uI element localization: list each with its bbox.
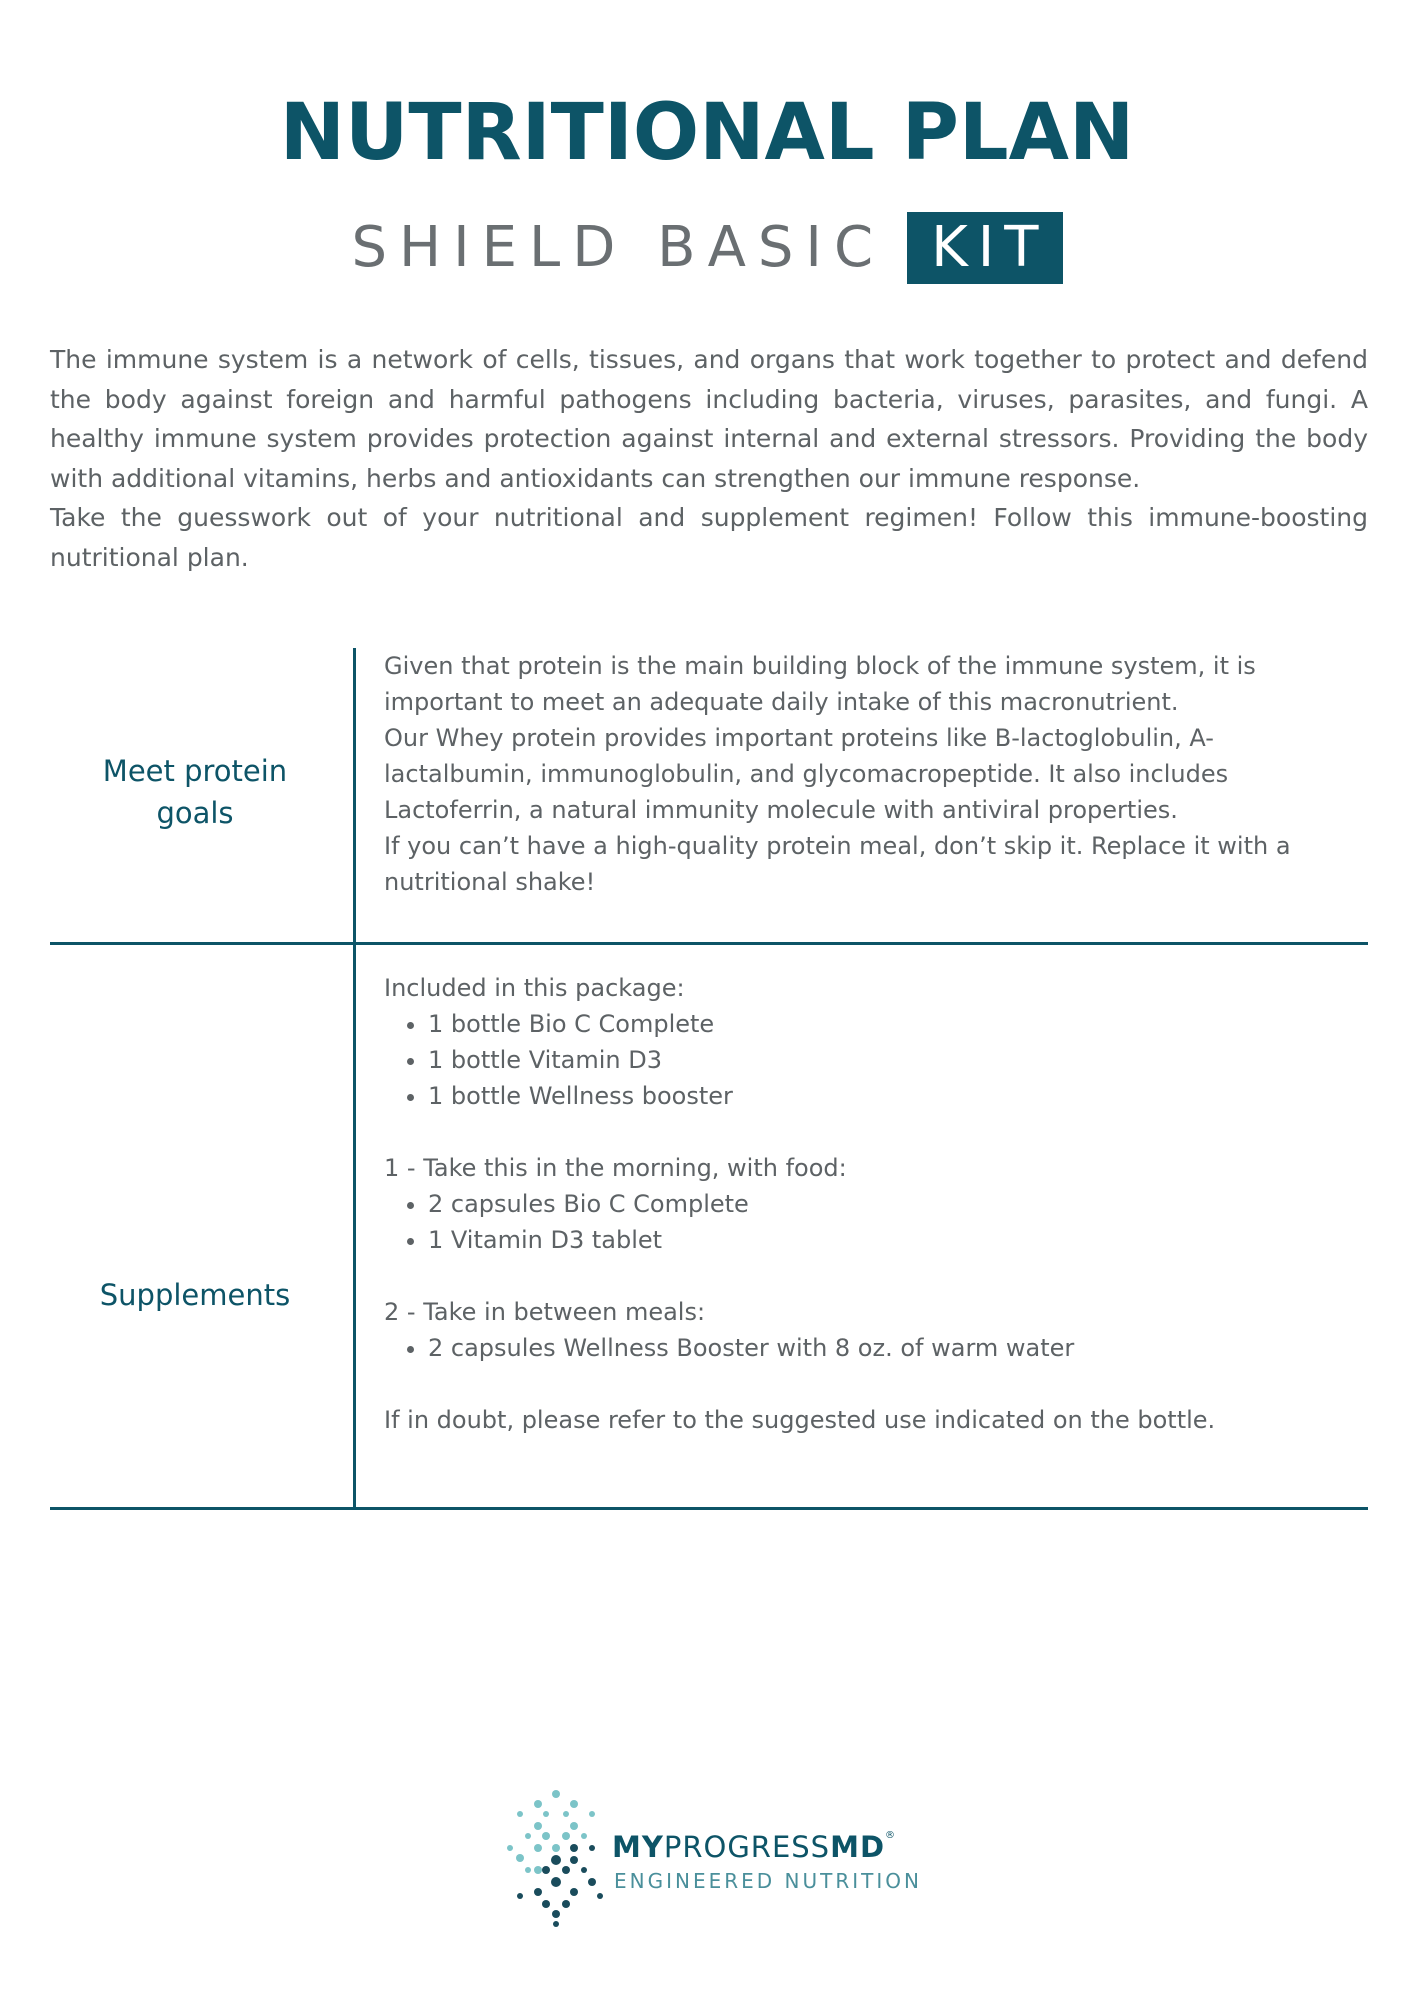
step1-heading: 1 - Take this in the morning, with food: [384, 1154, 847, 1182]
row-label-supplements: Supplements [99, 1278, 291, 1312]
kit-name: SHIELD BASIC [351, 215, 886, 280]
dosage-note: If in doubt, please refer to the suggested use indicated on the bottle. [384, 1406, 1216, 1434]
list-item: • 1 bottle Vitamin D3 [428, 1042, 1344, 1078]
row-label-line: goals [156, 796, 234, 830]
included-heading: Included in this package: [384, 974, 685, 1002]
protein-text: Given that protein is the main building block of the immune system, it is important to meet an adequate daily intake of this macronutrient. [384, 652, 1256, 716]
step2-list [384, 1330, 1344, 1366]
list-item: • 1 bottle Bio C Complete [428, 1006, 1344, 1042]
step1-list [384, 1186, 1344, 1258]
protein-text: Our Whey protein provides important proteins like B-lactoglobulin, A-lactalbumin, immunoglobulin, and glycomacropeptide. It also includes Lactoferrin, a natural immunity molecule with antiviral properties. [384, 724, 1229, 824]
kit-subtitle [0, 212, 1414, 284]
brand-name: MYPROGRESSMD® [612, 1830, 897, 1864]
list-item: • 2 capsules Bio C Complete [428, 1186, 1344, 1222]
brand-tagline: ENGINEERED NUTRITION [614, 1869, 922, 1893]
list-item: • 1 bottle Wellness booster [428, 1078, 1344, 1114]
intro-paragraph: The immune system is a network of cells, tissues, and organs that work together to protect and defend the body against foreign and harmful pathogens including bacteria, viruses, parasites, and fungi. A healthy immune system provides protection against internal and external stressors. Providing the body with additional vitamins, herbs and antioxidants can strengthen our immune response. [50, 345, 1368, 493]
kit-badge: KIT [907, 212, 1062, 284]
plan-table [50, 648, 1368, 1510]
page-title: NUTRITIONAL PLAN [279, 88, 1135, 178]
row-label-protein [50, 750, 340, 834]
list-item: • 1 Vitamin D3 tablet [428, 1222, 1344, 1258]
row-label-line: Meet protein [102, 754, 288, 788]
intro-text [50, 340, 1368, 577]
row-divider [50, 1507, 1368, 1510]
included-list [384, 1006, 1344, 1114]
supplements-content [384, 970, 1344, 1438]
intro-paragraph: Take the guesswork out of your nutritional and supplement regimen! Follow this immune-boosting nutritional plan. [50, 503, 1368, 572]
protein-content [384, 648, 1344, 900]
row-divider [50, 942, 1368, 945]
column-divider [353, 648, 356, 1510]
list-item: • 2 capsules Wellness Booster with 8 oz. of warm water [428, 1330, 1344, 1366]
step2-heading: 2 - Take in between meals: [384, 1298, 706, 1326]
protein-text: If you can’t have a high-quality protein meal, don’t skip it. Replace it with a nutritional shake! [384, 832, 1291, 896]
